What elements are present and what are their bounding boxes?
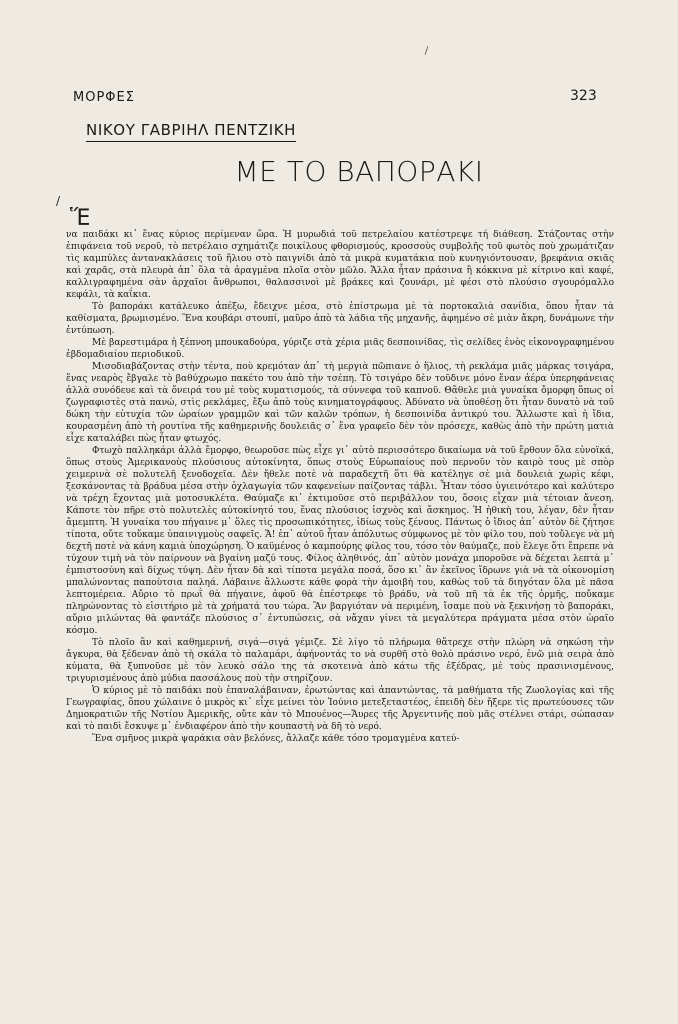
paragraph: Ὁ κύριος μὲ τὸ παιδάκι ποὺ ἐπαναλάβαιναν, ἐρωτώντας καὶ ἀπαντώντας, τὰ μαθήματα τῆς Ζωολογίας καὶ τῆς Γεωγραφίας, ὅπου χώλαινε ὁ μικρὸς κι᾽ εἶχε μείνει τὸν Ἰούνιο μετεξεταστέος, ἐπειδὴ δὲν ἤξερε τὶς πρωτεύουσες τῶν Δημοκρατιῶν τῆς Νοτίου Ἀμερικῆς, οὔτε κὰν τὸ Μπουένος—Ἄυρες τῆς Ἀργεντινῆς ποὺ μᾶς στέλνει στάρι, σώπασαν καὶ τὸ παιδὶ ἔσκυψε μ᾽ ἐνδιαφέρον ἀπὸ τὴν κουπαστὴ νὰ δῆ τὸ νερό. [66, 686, 614, 732]
article-body [66, 229, 614, 745]
paragraph: Μὲ βαρεστιμάρα ἡ ξέπνοη μπουκαδούρα, γύριζε στὰ χέρια μιᾶς δεσποινίδας, τὶς σελίδες ἑνὸς εἰκονογραφημένου ἑβδομαδιαίου περιοδικοῦ. [66, 338, 614, 360]
running-header-journal: ΜΟΡΦΕΣ [73, 90, 135, 105]
drop-cap: Ἕ [70, 206, 91, 231]
stray-mark [425, 46, 429, 55]
author-name: ΝΙΚΟΥ ΓΑΒΡΙΗΛ ΠΕΝΤΖΙΚΗ [86, 121, 296, 142]
page-number: 323 [570, 88, 597, 104]
paragraph: Ἕνα σμῆνος μικρὰ ψαράκια σὰν βελόνες, ἄλλαζε κάθε τόσο τρομαγμένα κατεύ- [92, 734, 460, 744]
paragraph: να παιδάκι κι᾽ ἕνας κύριος περίμεναν ὥρα. Ἡ μυρωδιά τοῦ πετρελαίου κατέστρεψε τή διάθεση. Στάζοντας στὴν ἐπιφάνεια τοῦ νεροῦ, τὸ πετρέλαιο σχημάτιζε ποικίλους φθορισμούς, κροσσοὺς συμβολῆς τοῦ φωτὸς ποὺ χρωμάτιζαν τὶς καμπύλες ἀντανακλάσεις τοῦ ἥλιου στὸ παιγνίδι ἀπὸ τὰ μικρὰ κυματάκια ποὺ κυνηγιόντουσαν, βρεφάνια σκιᾶς καὶ χαρᾶς, στὰ πλευρὰ ἀπ᾽ ὅλα τὰ ἀραγμένα πλοῖα στὸν μῶλο. Ἄλλα ἦταν πράσινα ἢ κόκκινα μὲ κίτρινο καὶ καφέ, καλλιγραφημένα σὰν ἀρχαῖοι ἄνθρωποι, θαλασσινοὶ μὲ βράκες καὶ ζουνάρι, μὲ φέσι στὸ πλούσιο σγουρόμαλλο κεφάλι, τὰ καΐκια. [66, 230, 614, 300]
article-title: ΜΕ ΤΟ ΒΑΠΟΡΑΚΙ [234, 155, 484, 188]
section-mark: / [56, 194, 61, 208]
paragraph: Τὸ βαποράκι κατάλευκο ἀπέξω, ἔδειχνε μέσα, στὸ ἐπίστρωμα μὲ τὰ πορτοκαλιὰ σανίδια, ὅπου ἦταν τὰ καθίσματα, βρωμισμένο. Ἕνα κουβάρι στουπί, μαῦρο ἀπὸ τὰ λάδια τῆς μηχανῆς, ἀφημένο σὲ μιὰν ἄκρη, δυνάμωνε τὴν ἐντύπωση. [66, 302, 614, 336]
paragraph: Φτωχὸ παλληκάρι ἀλλὰ ἔμορφο, θεωροῦσε πὼς εἶχε γι᾽ αὐτὸ περισσότερο δικαίωμα νὰ τοῦ ἔρθουν ὅλα εὐνοϊκά, ὅπως στοὺς Ἀμερικανοὺς πλούσιους αὐτοκίνητα, ὅπως στοὺς Εὐρωπαίους ποὺ περνοῦν τὸν καιρὸ τους μὲ σπὸρ χειμερινὰ σὲ πολυτελῆ ξενοδοχεῖα. Δὲν ἤθελε ποτὲ νὰ παραδεχτῆ ὅτι θὰ κατέληγε σὲ μιὰ δουλειὰ χωρὶς κέφι, ξεσκάνοντας τὰ βράδυα μέσα στὴν ὀχλαγωγία τῶν καφενείων παίζοντας τάβλι. Ἦταν τόσο ὑγιεινότερο καὶ καλύτερο νὰ τρέχη ἔχοντας μιὰ μοτοσυκλέτα. Θαύμαζε κι᾽ ἐκτιμοῦσε στὸ περιβάλλον του, ὅσοις εἶχαν μιὰ τέτοιαν ἄνεση. Κάποτε τὸν πῆρε στὸ πολυτελὲς αὐτοκίνητό του, ἕνας πλούσιος ἰσχνὸς καὶ ἄσκημος. Ἡ ἠθικὴ του, λέγαν, δὲν ἦταν ἄμεμπτη. Ἡ γυναίκα του πήγαινε μ᾽ ὅλες τὶς προσωπικότητες, ἰδίως τοὺς ξένους. Πάντως ὁ ἴδιος ἀπ᾽ αὐτὸν δὲ ζήτησε τίποτα, οὔτε τοὔκαμε ὑπαινιγμοὺς σαφεῖς. Ἄ! ἐπ᾽ αὐτοῦ ἦταν ἀπόλυτως σύμφωνος μὲ τὸν φίλο του, ποὺ τοὔλεγε νὰ μὴ δεχτῆ ποτὲ νὰ κάνη καμιὰ ὑποχώρηση. Ὁ καϋμένος ὁ καμπούρης φίλος του, τόσο τὸν θαύμαζε, ποὺ ἔλεγε ὅτι ἔπρεπε νὰ τύχουν τιμὴ νὰ τὸν παίρνουν νὰ βγαίνη μαζύ τους. Φίλος ἀληθινός, ἀπ᾽ αὐτὸν μονάχα μποροῦσε νὰ δέχεται λεπτὰ μ᾽ ἐμπιστοσύνη καὶ δίχως τύψη. Δὲν ἦταν δὰ καὶ τίποτα μεγάλα ποσά, ὅσο κι᾽ ἂν ἐκεῖνος ἴδρωνε γιὰ νὰ τὰ οἰκονομίση μπαλώνοντας παποὺτσια παληά. Λάβαινε ἄλλωστε κάθε φορὰ τὴν ἀμοιβὴ του, καθὼς τοῦ τὰ διηγόταν ὅλα μὲ πᾶσα λεπτομέρεια. Αὔριο τὸ πρωῒ θὰ πήγαινε, ἀφοῦ θὰ ἐπέστρεφε τὸ βράδυ, νὰ τοῦ πῆ τὰ ἐκ τῆς ὀρμῆς, ποὔκαμε πληρώνοντας τὸ εἰσιτήριο μὲ τὰ χρήματά του τώρα. Ἂν βαργιόταν νὰ περιμένη, ἴσαμε ποὺ νὰ ξεκινήσῃ τὸ βαποράκι, αὔριο μιλώντας θὰ φαντάζε πλούσιος σ᾽ ἐντυπώσεις, σὰ νἄχαν γίνει τὰ μεγαλύτερα πράγματα μέσα στὸν ὡραῖο κόσμο. [66, 446, 614, 636]
paragraph: Μισοδιαβάζοντας στὴν τέντα, ποὺ κρεμόταν ἀπ᾽ τὴ μεργιὰ πῶπιανε ὁ ἥλιος, τὴ ρεκλάμα μιᾶς μάρκας τσιγάρα, ἕνας νεαρὸς ἔβγαλε τὸ βαθύχρωμο πακέτο του ἀπὸ τὴν τσέπη. Τὸ τσιγάρο δὲν τοῦδινε μόνο ἕναν ἀέρα ὑπερηφάνειας ἀλλὰ συνόδευε καὶ τὰ ὄνειρά του μὲ τοὺς κυματισμούς, τὰ σύννεφα τοῦ καπνοῦ. Θἄθελε μιὰ γυναίκα ὄμορφη ὅπως οἱ ζωγραφιστὲς στὰ πανώ, στὶς ρεκλάμες, ἔξω ἀπὸ τοὺς κινηματογράφους. Ἀδύνατο νὰ ὑποθέσῃ ὅτι ἦταν δυνατὸ νὰ τοῦ δώκη τὴν εὐτυχία τῶν ὡραίων γραμμῶν καὶ τῶν καλῶν τρόπων, ἡ δεσποινίδα ἀντικρύ του. Ἄλλωστε καὶ ἡ ἴδια, κουρασμένη ἀπὸ τὴ ρουτίνα τῆς καθημερινῆς δουλειᾶς σ᾽ ἕνα γραφεῖο δὲν τὸν πρόσεχε, καθὼς ἀπὸ τὴν πρώτη ματιὰ εἶχε καταλάβει πὼς ἦταν φτωχός. [66, 362, 614, 444]
paragraph: Τὸ πλοῖο ἂν καὶ καθημερινή, σιγά—σιγά γέμιζε. Σὲ λίγο τὸ πλήρωμα θἄτρεχε στὴν πλώρη νὰ σηκώση τὴν ἄγκυρα, θὰ ξέδεναν ἀπὸ τὴ σκάλα τὸ παλαμάρι, ἀφήνοντάς το νὰ συρθῆ στὸ θολὸ πράσινο νερό, ἐνῶ μιὰ σειρὰ ἀπὸ κύματα, θὰ ξυπνοῦσε μὲ τὸν λευκὸ σάλο της τὰ σκοτεινὰ ἀπὸ κάτω τῆς ἐξέδρας, μὲ τοὺς πρασινισμένους, τριγυρισμένους ἀπὸ μύδια πασσάλους ποὺ τὴν στηρίζουν. [66, 638, 614, 684]
